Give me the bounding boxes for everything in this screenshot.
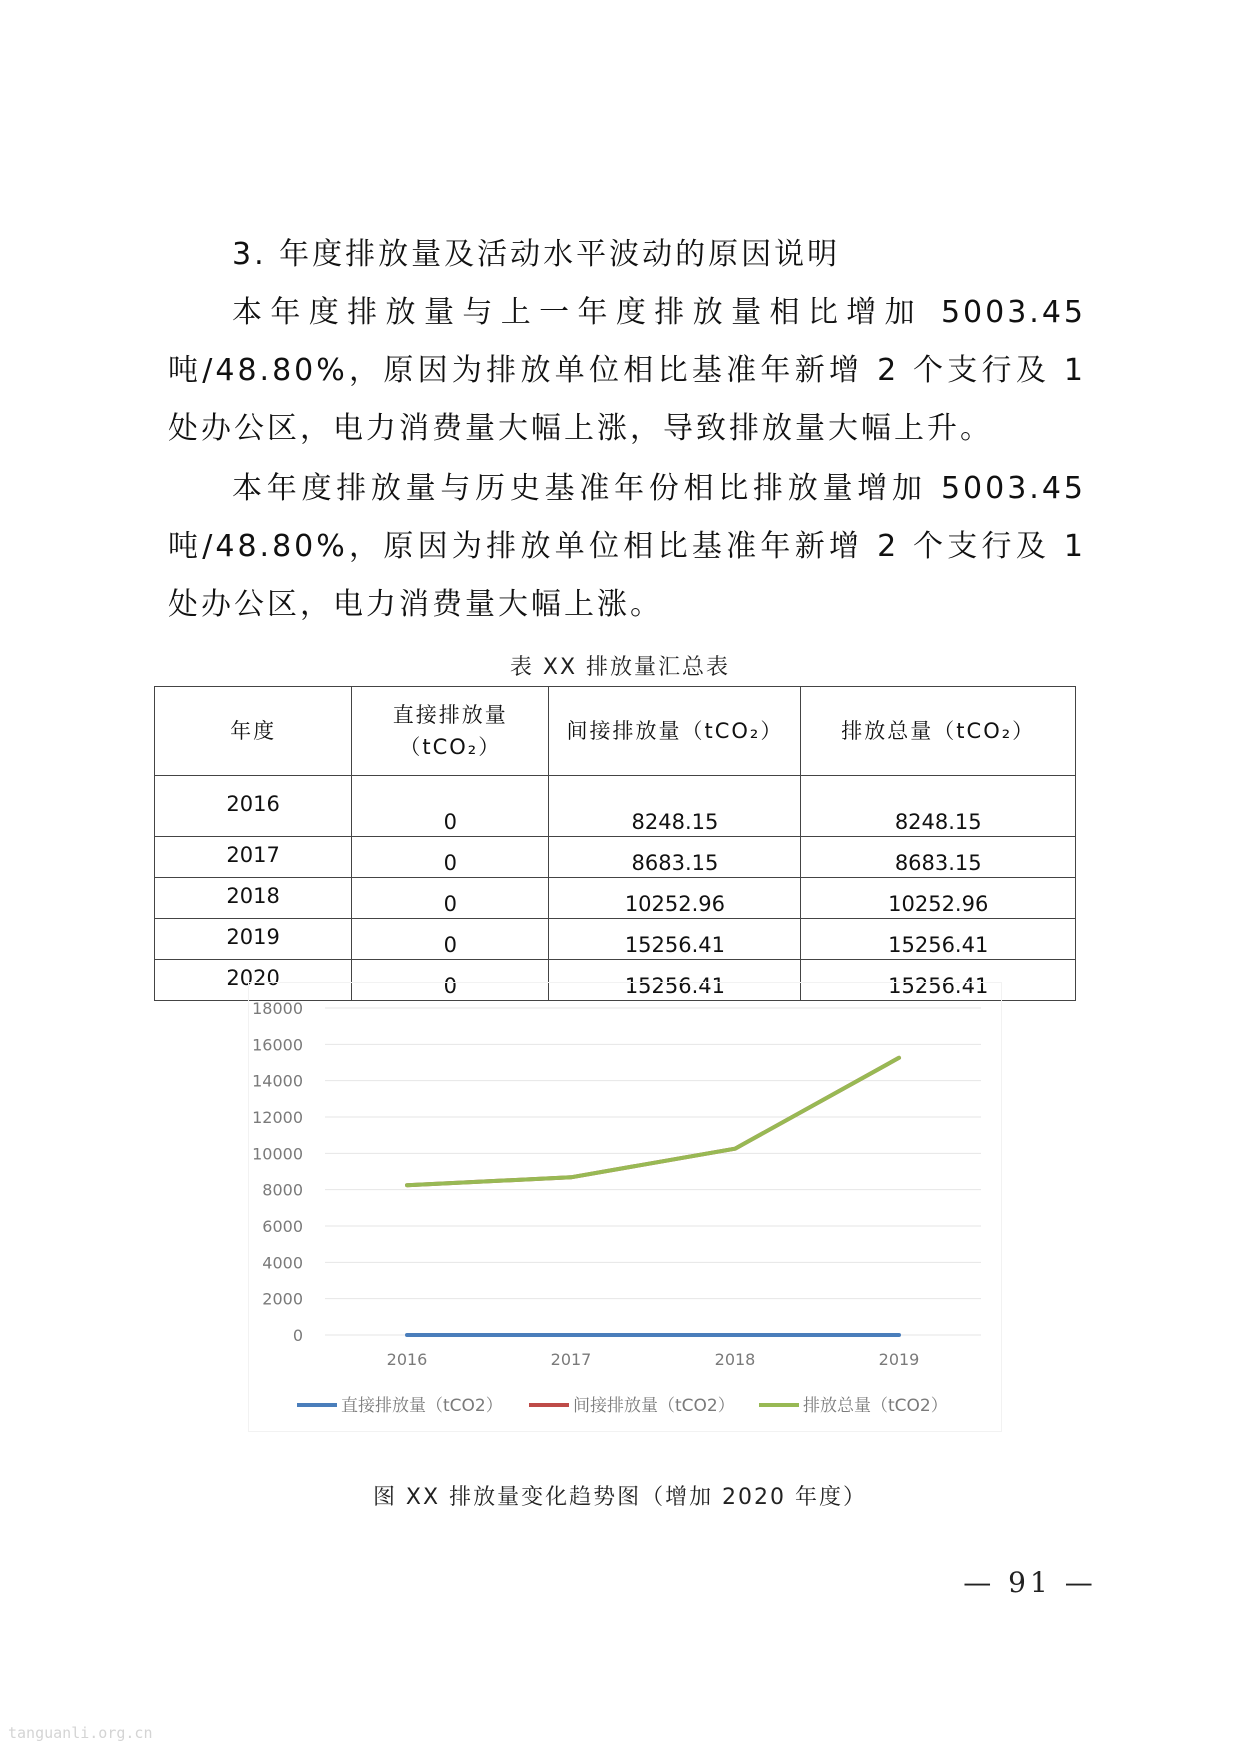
table-row (155, 837, 1076, 878)
series-line-3 (407, 1058, 899, 1185)
legend-label: 间接排放量（tCO2） (573, 1396, 735, 1416)
y-tick-label: 10000 (252, 1144, 303, 1164)
y-tick-label: 18000 (252, 999, 303, 1018)
cell-total: 8248.15 (801, 776, 1076, 837)
legend-label: 排放总量（tCO2） (803, 1396, 948, 1416)
page-number: — 91 — (963, 1566, 1097, 1599)
cell-indirect: 8248.15 (549, 776, 801, 837)
cell-indirect: 8683.15 (549, 837, 801, 878)
table-row (155, 878, 1076, 919)
chart-svg (249, 983, 1001, 1431)
emissions-summary-table (154, 686, 1076, 1001)
header-total-emissions: 排放总量（tCO₂） (801, 687, 1076, 776)
y-tick-label: 2000 (262, 1289, 303, 1309)
body-paragraph-2: 本年度排放量与历史基准年份相比排放量增加 5003.45 吨/48.80%，原因为排放单位相比基准年新增 2 个支行及 1 处办公区，电力消费量大幅上涨。 (168, 471, 1086, 622)
legend-label: 直接排放量（tCO2） (341, 1396, 503, 1416)
cell-direct: 0 (352, 837, 549, 878)
cell-year: 2017 (155, 837, 352, 878)
y-tick-label: 16000 (252, 1035, 303, 1055)
y-tick-label: 14000 (252, 1071, 303, 1091)
header-indirect-emissions: 间接排放量（tCO₂） (549, 687, 801, 776)
x-tick-label: 2017 (550, 1350, 592, 1369)
header-direct-emissions: 直接排放量（tCO₂） (352, 687, 549, 776)
cell-year: 2016 (155, 776, 352, 837)
header-year: 年度 (155, 687, 352, 776)
cell-total: 15256.41 (801, 919, 1076, 960)
cell-indirect: 15256.41 (549, 919, 801, 960)
cell-year: 2019 (155, 919, 352, 960)
emissions-trend-chart (248, 982, 1002, 1432)
table-row (155, 919, 1076, 960)
figure-caption: 图 XX 排放量变化趋势图（增加 2020 年度） (372, 1485, 868, 1510)
cell-year: 2020 (155, 960, 352, 1001)
y-tick-label: 0 (292, 1326, 303, 1345)
series-line-2 (407, 1058, 899, 1185)
cell-total: 10252.96 (801, 878, 1076, 919)
cell-indirect: 10252.96 (549, 878, 801, 919)
cell-direct: 0 (352, 919, 549, 960)
y-tick-label: 8000 (262, 1180, 303, 1200)
y-tick-label: 4000 (262, 1253, 303, 1273)
x-tick-label: 2018 (714, 1350, 756, 1369)
cell-total: 8683.15 (801, 837, 1076, 878)
x-tick-label: 2019 (878, 1350, 920, 1369)
table-row (155, 776, 1076, 837)
cell-direct: 0 (352, 776, 549, 837)
cell-indirect: 15256.41 (549, 960, 801, 1001)
x-tick-label: 2016 (386, 1350, 428, 1369)
table-caption: 表 XX 排放量汇总表 (509, 655, 731, 680)
section-heading: 3. 年度排放量及活动水平波动的原因说明 (232, 237, 841, 272)
cell-direct: 0 (352, 960, 549, 1001)
y-tick-label: 12000 (252, 1108, 303, 1127)
y-tick-label: 6000 (262, 1217, 303, 1236)
watermark: tanguanli.org.cn (8, 1724, 153, 1742)
cell-total: 15256.41 (801, 960, 1076, 1001)
table-header-row (155, 687, 1076, 776)
cell-direct: 0 (352, 878, 549, 919)
cell-year: 2018 (155, 878, 352, 919)
body-paragraph-1: 本年度排放量与上一年度排放量相比增加 5003.45 吨/48.80%，原因为排放单位相比基准年新增 2 个支行及 1 处办公区，电力消费量大幅上涨，导致排放量大幅上升。 (168, 295, 1086, 446)
